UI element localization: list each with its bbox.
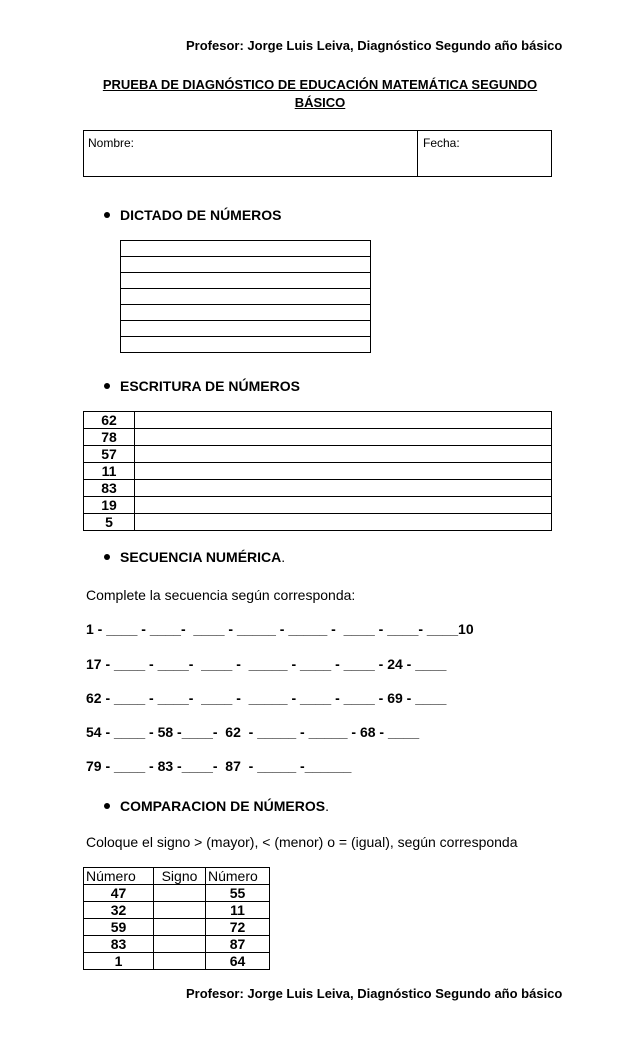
comparacion-right-number: 11 xyxy=(206,902,270,919)
dictado-title: DICTADO DE NÚMEROS xyxy=(120,207,282,223)
dictado-cell[interactable] xyxy=(121,257,371,273)
dictado-cell[interactable] xyxy=(121,305,371,321)
comparacion-left-number: 83 xyxy=(84,936,154,953)
escritura-answer-cell[interactable] xyxy=(135,463,552,480)
escritura-answer-cell[interactable] xyxy=(135,514,552,531)
comparacion-left-number: 59 xyxy=(84,919,154,936)
table-row xyxy=(84,429,552,446)
secuencia-title-suffix: . xyxy=(281,549,286,565)
student-info-box xyxy=(83,130,552,177)
header-numero-1: Número xyxy=(84,868,154,885)
comparacion-right-number: 72 xyxy=(206,919,270,936)
info-divider xyxy=(417,131,418,176)
escritura-answer-cell[interactable] xyxy=(135,480,552,497)
table-row xyxy=(84,902,270,919)
dictado-row xyxy=(121,305,371,321)
dictado-cell[interactable] xyxy=(121,273,371,289)
comparacion-title: COMPARACION DE NÚMEROS xyxy=(120,798,326,814)
dictado-cell[interactable] xyxy=(121,241,371,257)
escritura-answer-cell[interactable] xyxy=(135,412,552,429)
table-row xyxy=(84,480,552,497)
table-row xyxy=(84,463,552,480)
comparacion-left-number: 1 xyxy=(84,953,154,970)
dictado-cell[interactable] xyxy=(121,289,371,305)
header-text: Profesor: Jorge Luis Leiva, Diagnóstico Segundo año básico xyxy=(186,38,563,53)
comparacion-sign-cell[interactable] xyxy=(154,953,206,970)
dictado-row xyxy=(121,289,371,305)
escritura-number: 83 xyxy=(84,480,135,497)
secuencia-line-1: 1 - ____ - ____- ____ - _____ - _____ - ____ - ____- ____10 xyxy=(86,621,474,637)
footer-text: Profesor: Jorge Luis Leiva, Diagnóstico Segundo año básico xyxy=(186,986,563,1001)
escritura-number: 19 xyxy=(84,497,135,514)
table-row xyxy=(84,446,552,463)
dictado-row xyxy=(121,241,371,257)
secuencia-line-2: 17 - ____ - ____- ____ - _____ - ____ - ____ - 24 - ____ xyxy=(86,656,447,672)
dictado-cell[interactable] xyxy=(121,321,371,337)
table-header-row xyxy=(84,868,270,885)
dictado-row xyxy=(121,273,371,289)
secuencia-line-3: 62 - ____ - ____- ____ - _____ - ____ - ____ - 69 - ____ xyxy=(86,690,447,706)
escritura-table xyxy=(83,411,552,531)
dictado-cell[interactable] xyxy=(121,337,371,353)
header-numero-2: Número xyxy=(206,868,270,885)
comparacion-right-number: 87 xyxy=(206,936,270,953)
escritura-title: ESCRITURA DE NÚMEROS xyxy=(120,378,300,394)
dictado-table xyxy=(120,240,371,353)
table-row xyxy=(84,514,552,531)
comparacion-sign-cell[interactable] xyxy=(154,919,206,936)
escritura-number: 57 xyxy=(84,446,135,463)
nombre-label: Nombre: xyxy=(88,136,135,150)
comparacion-sign-cell[interactable] xyxy=(154,885,206,902)
bullet-icon xyxy=(104,383,110,389)
dictado-row xyxy=(121,257,371,273)
comparacion-table xyxy=(83,867,270,970)
comparacion-left-number: 32 xyxy=(84,902,154,919)
fecha-label: Fecha: xyxy=(423,136,460,150)
escritura-answer-cell[interactable] xyxy=(135,497,552,514)
table-row xyxy=(84,919,270,936)
document-title xyxy=(90,76,550,112)
comparacion-title-suffix: . xyxy=(325,798,329,814)
secuencia-title: SECUENCIA NUMÉRICA xyxy=(120,549,282,565)
table-row xyxy=(84,885,270,902)
section-comparacion-heading xyxy=(104,798,329,814)
comparacion-sign-cell[interactable] xyxy=(154,936,206,953)
escritura-answer-cell[interactable] xyxy=(135,429,552,446)
comparacion-sign-cell[interactable] xyxy=(154,902,206,919)
secuencia-line-5: 79 - ____ - 83 -____- 87 - _____ -______ xyxy=(86,758,352,774)
escritura-answer-cell[interactable] xyxy=(135,446,552,463)
escritura-number: 78 xyxy=(84,429,135,446)
section-dictado-heading xyxy=(104,207,282,223)
table-row xyxy=(84,412,552,429)
table-row xyxy=(84,497,552,514)
comparacion-instruction: Coloque el signo > (mayor), < (menor) o = (igual), según corresponda xyxy=(86,834,518,850)
escritura-number: 5 xyxy=(84,514,135,531)
title-line-2: BÁSICO xyxy=(294,95,346,110)
dictado-row xyxy=(121,337,371,353)
dictado-row xyxy=(121,321,371,337)
secuencia-line-4: 54 - ____ - 58 -____- 62 - _____ - _____ - 68 - ____ xyxy=(86,724,420,740)
section-secuencia-heading xyxy=(104,549,285,565)
bullet-icon xyxy=(104,212,110,218)
comparacion-right-number: 64 xyxy=(206,953,270,970)
escritura-number: 11 xyxy=(84,463,135,480)
comparacion-left-number: 47 xyxy=(84,885,154,902)
bullet-icon xyxy=(104,554,110,560)
table-row xyxy=(84,953,270,970)
secuencia-instruction: Complete la secuencia según corresponda: xyxy=(86,587,356,603)
table-row xyxy=(84,936,270,953)
title-line-1: PRUEBA DE DIAGNÓSTICO DE EDUCACIÓN MATEMÁTICA SEGUNDO xyxy=(102,77,538,92)
header-signo: Signo xyxy=(154,868,206,885)
escritura-number: 62 xyxy=(84,412,135,429)
comparacion-right-number: 55 xyxy=(206,885,270,902)
bullet-icon xyxy=(104,803,110,809)
section-escritura-heading xyxy=(104,378,300,394)
